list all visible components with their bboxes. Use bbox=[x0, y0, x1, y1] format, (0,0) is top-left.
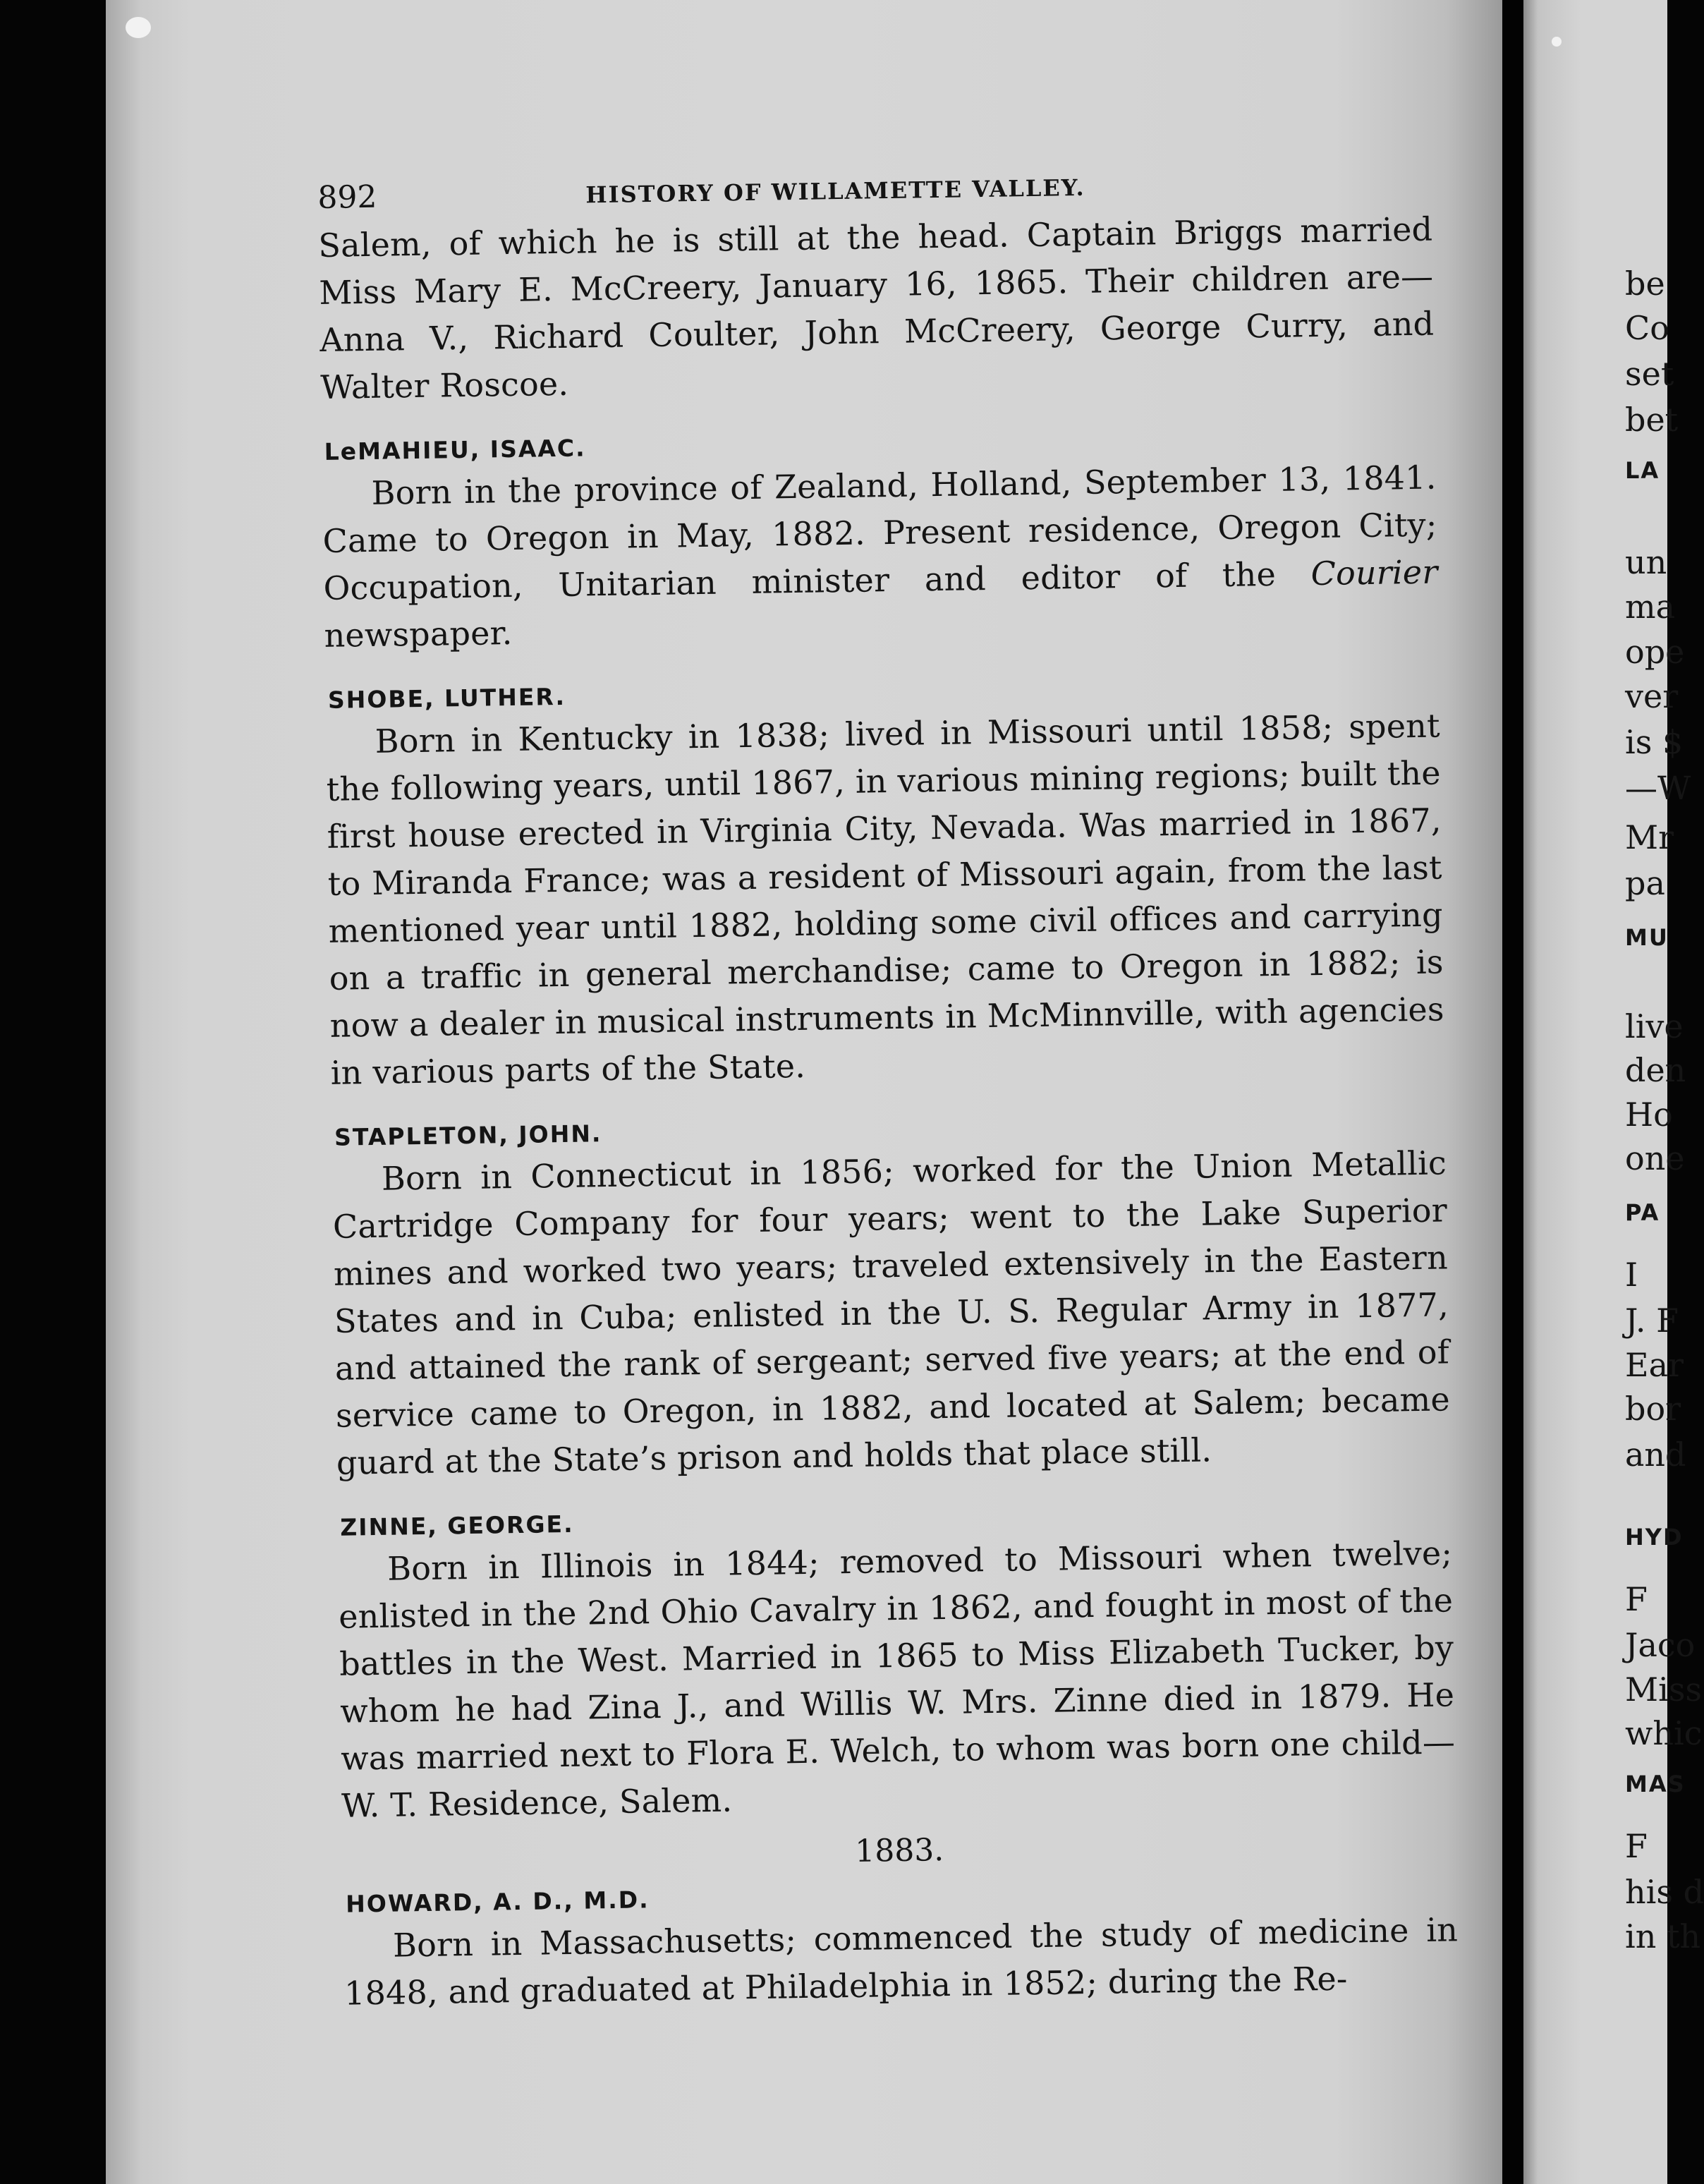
facing-page-line-fragment: Ho bbox=[1625, 1096, 1673, 1134]
running-title: HISTORY OF WILLAMETTE VALLEY. bbox=[585, 174, 1085, 209]
opening-paragraph: Salem, of which he is still at the head. Captain Briggs married Miss Mary E. McCreery, January 16, 1865. Their children are—Anna V., Richard Coulter, John McCreery, George Curry, and Walter Roscoe. bbox=[317, 210, 1435, 406]
facing-page-line-fragment: and bbox=[1625, 1436, 1686, 1474]
facing-page-line-fragment: un bbox=[1625, 543, 1667, 581]
facing-page-line-fragment: in th bbox=[1625, 1917, 1701, 1955]
facing-page-line-fragment: ver bbox=[1625, 677, 1679, 715]
facing-page-line-fragment: bet bbox=[1625, 401, 1679, 439]
facing-page-heading-fragment: HYD bbox=[1625, 1524, 1684, 1551]
entry-text-before: Born in the province of Zealand, Holland, September 13, 1841. Came to Oregon in May, 1882. Present residence, Oregon City; Occupation, Unitarian minister and editor of the bbox=[322, 458, 1437, 607]
facing-page-line-fragment: be bbox=[1625, 265, 1665, 303]
year-heading: 1883. bbox=[854, 1832, 944, 1869]
entry-paragraph: Born in Connecticut in 1856; worked for the Union Metallic Cartridge Company for four years; went to the Lake Superior mines and worked two years; traveled extensively in the Eastern States and in Cuba; enlisted in the U. S. Regular Army in 1877, and attained the rank of sergeant; served five years; at the end of service came to Oregon, in 1882, and located at Salem; became guard at the State’s prison and holds that place still. bbox=[332, 1143, 1451, 1482]
scan-speck bbox=[1552, 37, 1562, 47]
facing-page-line-fragment: Co bbox=[1625, 309, 1669, 347]
facing-page-line-fragment: I bbox=[1625, 1256, 1638, 1294]
facing-page-line-fragment: —W bbox=[1625, 769, 1691, 807]
facing-page-heading-fragment: LA bbox=[1625, 457, 1660, 484]
facing-page-line-fragment: is $ bbox=[1625, 723, 1684, 761]
facing-page-line-fragment: ma bbox=[1625, 588, 1676, 626]
facing-page-line-fragment: Mr bbox=[1625, 818, 1674, 856]
entry-paragraph: Born in Massachusetts; commenced the study of medicine in 1848, and graduated at Philadelphia in 1852; during the Re- bbox=[343, 1910, 1459, 2013]
scan-speck bbox=[126, 17, 151, 38]
entry-paragraph: Born in Illinois in 1844; removed to Missouri when twelve; enlisted in the 2nd Ohio Cavalry in 1862, and fought in most of the battles in the West. Married in 1865 to Miss Elizabeth Tucker, by whom he had Zina J., and Willis W. Mrs. Zinne died in 1879. He was married next to Flora E. Welch, to whom was born one child—W. T. Residence, Salem. bbox=[338, 1534, 1456, 1825]
entry-heading: SHOBE, LUTHER. bbox=[327, 682, 566, 714]
facing-page-line-fragment: whic bbox=[1625, 1714, 1703, 1752]
entry-heading: ZINNE, GEORGE. bbox=[340, 1510, 574, 1541]
facing-page-line-fragment: F bbox=[1625, 1827, 1648, 1865]
facing-page-line-fragment: set bbox=[1625, 355, 1674, 393]
facing-page bbox=[1523, 0, 1704, 2184]
facing-page-line-fragment: F bbox=[1625, 1580, 1648, 1618]
facing-page-line-fragment: ope bbox=[1625, 633, 1685, 671]
newspaper-title: Courier bbox=[1310, 552, 1438, 593]
page-number: 892 bbox=[317, 178, 377, 216]
facing-page-line-fragment: bor bbox=[1625, 1390, 1681, 1428]
entry-heading: STAPLETON, JOHN. bbox=[334, 1120, 602, 1151]
entry-heading: LeMAHIEU, ISAAC. bbox=[324, 434, 586, 466]
facing-page-heading-fragment: MU bbox=[1625, 924, 1669, 951]
facing-page-heading-fragment: PA bbox=[1625, 1199, 1660, 1226]
entry-text-after: newspaper. bbox=[324, 613, 513, 655]
facing-page-line-fragment: den bbox=[1625, 1051, 1686, 1089]
facing-page-heading-fragment: MAS bbox=[1625, 1771, 1686, 1797]
facing-page-line-fragment: his d bbox=[1625, 1873, 1704, 1911]
facing-page-line-fragment: Ear bbox=[1625, 1346, 1684, 1384]
facing-page-line-fragment: pa bbox=[1625, 864, 1665, 902]
entry-paragraph: Born in Kentucky in 1838; lived in Missouri until 1858; spent the following years, until 1867, in various mining regions; built the first house erected in Virginia City, Nevada. Was married in 1867, to Miranda France; was a resident of Missouri again, from the last mentioned year until 1882, holding some civil offices and carrying on a traffic in general merchandise; came to Oregon in 1882; is now a dealer in musical instruments in McMinnville, with agencies in various parts of the State. bbox=[326, 706, 1445, 1092]
facing-page-line-fragment: J. F bbox=[1625, 1302, 1679, 1340]
facing-page-line-fragment: Jaco bbox=[1625, 1626, 1696, 1664]
facing-page-line-fragment: Miss bbox=[1625, 1670, 1703, 1709]
facing-page-line-fragment: live bbox=[1625, 1007, 1684, 1045]
entry-heading: HOWARD, A. D., M.D. bbox=[345, 1886, 650, 1918]
facing-page-line-fragment: one bbox=[1625, 1139, 1685, 1177]
